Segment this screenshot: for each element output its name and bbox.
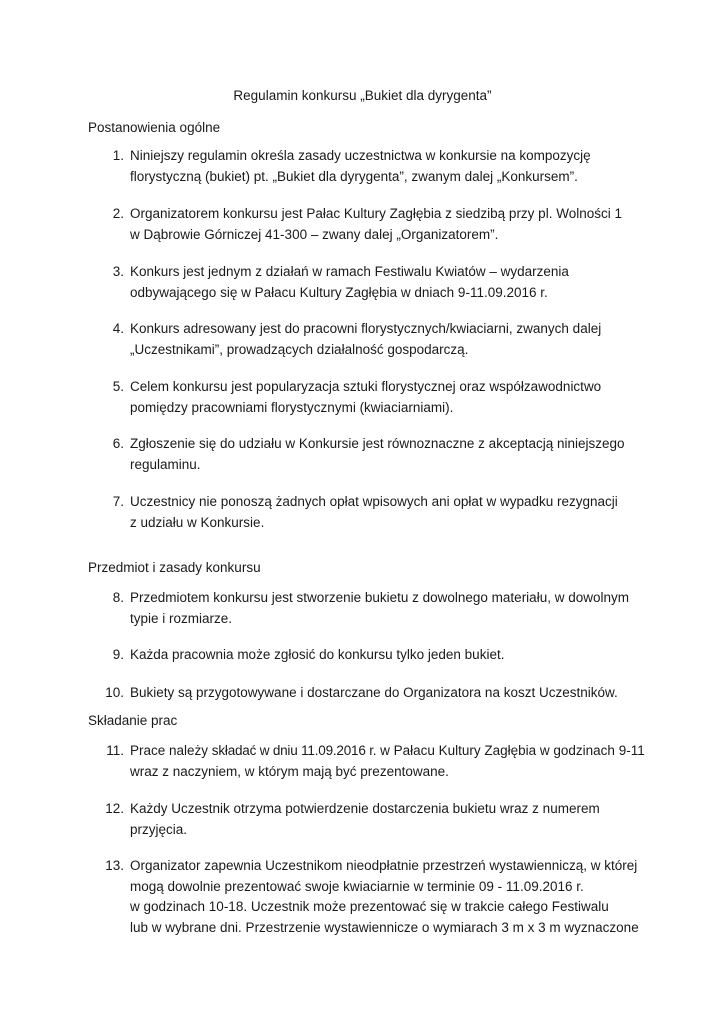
item-line: florystyczną (bukiet) pt. „Bukiet dla dyrygenta”, zwanym dalej „Konkursem”. (130, 168, 578, 184)
section-heading-subject: Przedmiot i zasady konkursu (88, 560, 261, 575)
item-line (130, 741, 650, 762)
item-line: regulaminu. (130, 456, 201, 472)
submission-date-emphasis: składać w dniu 11.09.2016 r. (211, 743, 377, 758)
item-number: 8. (112, 590, 124, 605)
item-number: 13. (105, 858, 124, 873)
item-text (130, 262, 650, 303)
item-text (130, 492, 650, 533)
item-line-pre: Prace należy (130, 743, 212, 758)
item-number: 6. (112, 436, 124, 451)
item-text (130, 588, 650, 629)
item-text (130, 741, 650, 782)
item-line: w Dąbrowie Górniczej 41-300 – zwany dalej „Organizatorem”. (130, 226, 499, 242)
item-line: w godzinach 10-18. Uczestnik może prezentować się w trakcie całego Festiwalu (130, 899, 609, 914)
item-line: Niniejszy regulamin określa zasady uczestnictwa w konkursie na kompozycję (130, 148, 591, 163)
item-line: z udziału w Konkursie. (130, 514, 265, 530)
item-number: 7. (112, 494, 124, 509)
item-number: 4. (112, 321, 124, 336)
item-text (130, 856, 650, 938)
item-line: wraz z naczyniem, w którym mają być prezentowane. (130, 763, 449, 779)
item-line: Celem konkursu jest popularyzacja sztuki florystycznej oraz współzawodnictwo (130, 379, 602, 394)
item-text (130, 146, 650, 187)
item-line: Organizator zapewnia Uczestnikom nieodpłatnie przestrzeń wystawienniczą, w której (130, 858, 638, 873)
item-number: 2. (112, 206, 124, 221)
item-line: Przedmiotem konkursu jest stworzenie bukietu z dowolnego materiału, w dowolnym (130, 590, 629, 605)
item-number: 11. (106, 743, 124, 758)
item-line: Każdy Uczestnik otrzyma potwierdzenie dostarczenia bukietu wraz z numerem (130, 801, 600, 816)
section-heading-general: Postanowienia ogólne (88, 120, 221, 135)
item-line: odbywającego się w Pałacu Kultury Zagłębia w dniach 9-11.09.2016 r. (130, 284, 548, 300)
item-line: przyjęcia. (130, 821, 188, 837)
item-line: Zgłoszenie się do udziału w Konkursie jest równoznaczne z akceptacją niniejszego (130, 436, 625, 451)
item-text (130, 683, 650, 704)
item-number: 3. (112, 264, 124, 279)
item-text (130, 645, 650, 666)
item-line: mogą dowolnie prezentować swoje kwiaciarnie w terminie 09 - 11.09.2016 r. (130, 878, 584, 894)
item-line: lub w wybrane dni. Przestrzenie wystawiennicze o wymiarach 3 m x 3 m wyznaczone (130, 919, 639, 935)
item-number: 10. (105, 685, 124, 700)
item-number: 5. (112, 379, 124, 394)
item-text (130, 377, 650, 418)
item-line: pomiędzy pracowniami florystycznymi (kwiaciarniami). (130, 399, 454, 415)
item-line: „Uczestnikami”, prowadzących działalność gospodarczą. (130, 341, 469, 357)
item-text (130, 319, 650, 360)
item-line: Każda pracownia może zgłosić do konkursu tylko jeden bukiet. (130, 647, 505, 662)
item-line: typie i rozmiarze. (130, 610, 233, 626)
item-text (130, 204, 650, 245)
item-line: Konkurs jest jednym z działań w ramach Festiwalu Kwiatów – wydarzenia (130, 264, 569, 279)
item-line: Organizatorem konkursu jest Pałac Kultury Zagłębia z siedzibą przy pl. Wolności 1 (130, 206, 622, 221)
item-line: Uczestnicy nie ponoszą żadnych opłat wpisowych ani opłat w wypadku rezygnacji (130, 494, 618, 509)
item-text (130, 434, 650, 475)
item-number: 9. (112, 647, 124, 662)
item-number: 12. (105, 801, 124, 816)
item-number: 1. (112, 148, 124, 163)
section-heading-submission: Składanie prac (88, 713, 178, 728)
item-line: Bukiety są przygotowywane i dostarczane do Organizatora na koszt Uczestników. (130, 685, 618, 700)
document-title: Regulamin konkursu „Bukiet dla dyrygenta” (233, 88, 492, 103)
item-line-post: w Pałacu Kultury Zagłębia w godzinach 9-11 (376, 743, 645, 758)
item-text (130, 799, 650, 840)
item-line: Konkurs adresowany jest do pracowni florystycznych/kwiaciarni, zwanych dalej (130, 321, 602, 336)
